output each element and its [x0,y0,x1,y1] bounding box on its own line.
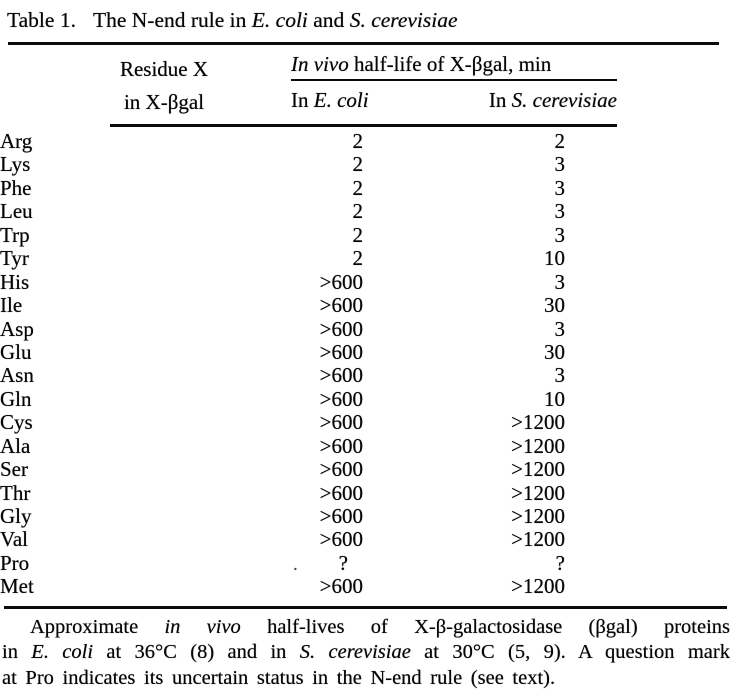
ecoli-halflife-cell: 2 [352,246,363,271]
residue-column-header-line2: in X-βgal [123,90,205,114]
residue-cell: Gln [0,386,32,411]
table-row [0,552,732,575]
text-segment: The N-end rule in [92,8,252,32]
scer-halflife-cell: >1200 [511,457,565,482]
text-segment: at Pro indicates its uncertain status in the N-end rule (see text). [2,666,556,689]
table-row [0,224,732,247]
scer-halflife-cell: >1200 [511,480,565,505]
scer-halflife-cell: >1200 [511,574,565,599]
table-body [0,130,732,599]
text-segment: half-lives of X-β-galactosidase (βgal) proteins [240,616,730,638]
ecoli-halflife-cell: >600 [319,269,363,294]
ecoli-halflife-cell: >600 [319,457,363,482]
table-row [0,130,732,153]
residue-cell: Asn [0,363,34,388]
table-title [7,7,458,33]
ecoli-column-header [291,87,369,113]
scer-halflife-cell: >1200 [511,504,565,528]
species-subheader-row [291,87,617,113]
footnote-line [2,615,730,640]
scerevisiae-column-header [489,87,617,113]
residue-column-header [104,53,224,119]
table-row [0,271,732,294]
scer-halflife-cell: 3 [554,316,565,341]
text-segment: E. coli [313,88,369,112]
ecoli-halflife-cell: >600 [319,433,363,458]
halflife-spanner-header [291,51,617,81]
text-segment: E. coli [251,8,308,32]
residue-cell: Leu [0,199,33,224]
ecoli-halflife-cell: >600 [319,316,363,341]
ecoli-halflife-cell: >600 [319,386,363,411]
text-segment: In vivo [291,52,349,76]
residue-column-header-line1: Residue X [119,57,209,81]
text-segment: Table 1. [7,8,76,32]
ecoli-halflife-cell: 2 [352,222,363,247]
ecoli-halflife-cell: 2 [352,199,363,224]
text-segment: S. cerevisiae [349,8,458,32]
ecoli-halflife-cell: 2 [352,175,363,200]
table-row [0,177,732,200]
residue-cell: Phe [0,175,32,200]
table-row [0,364,732,387]
table-row [0,435,732,458]
scer-halflife-cell: 30 [544,293,565,318]
residue-cell: Ala [0,433,31,458]
scer-halflife-cell: 3 [554,222,565,247]
table-top-rule [8,42,719,45]
table-row [0,482,732,505]
text-segment: at 30°C (5, 9). A question mark [410,641,730,664]
table-row [0,411,732,434]
ecoli-halflife-cell: 2 [352,152,363,177]
ecoli-halflife-cell: >600 [319,410,363,435]
residue-cell: Cys [0,410,33,435]
table-row [0,341,732,364]
scer-halflife-cell: 3 [554,199,565,224]
ecoli-halflife-cell: >600 [319,574,363,599]
stray-ink-dot: . [293,553,298,574]
table-row [0,247,732,270]
scer-halflife-cell: 30 [544,339,565,364]
residue-cell: Thr [0,480,31,505]
ecoli-halflife-cell: 2 [352,129,363,153]
footnote-line [2,666,730,691]
scer-halflife-cell: 10 [544,386,565,411]
scer-halflife-cell: ? [555,550,565,575]
table-footnote [2,615,730,691]
table-row [0,318,732,341]
residue-cell: Pro [0,550,30,575]
table-row [0,153,732,176]
scer-halflife-cell: 3 [554,152,565,177]
table-row [0,505,732,528]
scer-halflife-cell: 2 [554,129,565,153]
table-row [0,200,732,223]
table-row [0,528,732,551]
ecoli-halflife-cell: >600 [319,527,363,552]
text-segment: at 36°C (8) and in [93,641,300,664]
scer-halflife-cell: 3 [554,363,565,388]
residue-cell: Asp [0,316,34,341]
residue-cell: Arg [0,129,33,153]
ecoli-halflife-cell: . ? [293,550,348,575]
residue-cell: Met [0,574,34,599]
table-bottom-rule [4,606,727,609]
residue-cell: Val [0,527,28,552]
ecoli-halflife-cell: >600 [319,339,363,364]
ecoli-halflife-cell: >600 [319,504,363,528]
header-bottom-rule [110,124,617,127]
text-segment: In [291,88,314,112]
residue-cell: Trp [0,222,30,247]
text-segment: and [307,8,350,32]
scer-halflife-cell: >1200 [511,433,565,458]
ecoli-halflife-cell: >600 [319,480,363,505]
residue-cell: Lys [0,152,31,177]
table-row [0,388,732,411]
scer-halflife-cell: >1200 [511,410,565,435]
text-segment: Approximate [30,616,165,638]
text-segment: in [2,641,32,664]
table-row [0,294,732,317]
ecoli-halflife-cell: >600 [319,293,363,318]
text-segment: S. cerevisiae [511,88,617,112]
scer-halflife-cell: 10 [544,246,565,271]
text-segment: half-life of X-βgal, min [348,52,552,76]
residue-cell: Glu [0,339,32,364]
scer-halflife-cell: >1200 [511,527,565,552]
text-segment: E. coli [31,641,94,664]
residue-cell: Ser [0,457,28,482]
scer-halflife-cell: 3 [554,269,565,294]
residue-cell: Ile [0,293,23,318]
text-segment: In [488,88,512,112]
residue-cell: Gly [0,504,32,528]
footnote-line [2,640,730,665]
ecoli-halflife-cell: >600 [319,363,363,388]
text-segment: in vivo [164,616,241,638]
table-row [0,458,732,481]
residue-cell: Tyr [0,246,29,271]
residue-cell: His [0,269,30,294]
table-row [0,575,732,598]
scer-halflife-cell: 3 [554,175,565,200]
text-segment: S. cerevisiae [299,641,411,664]
